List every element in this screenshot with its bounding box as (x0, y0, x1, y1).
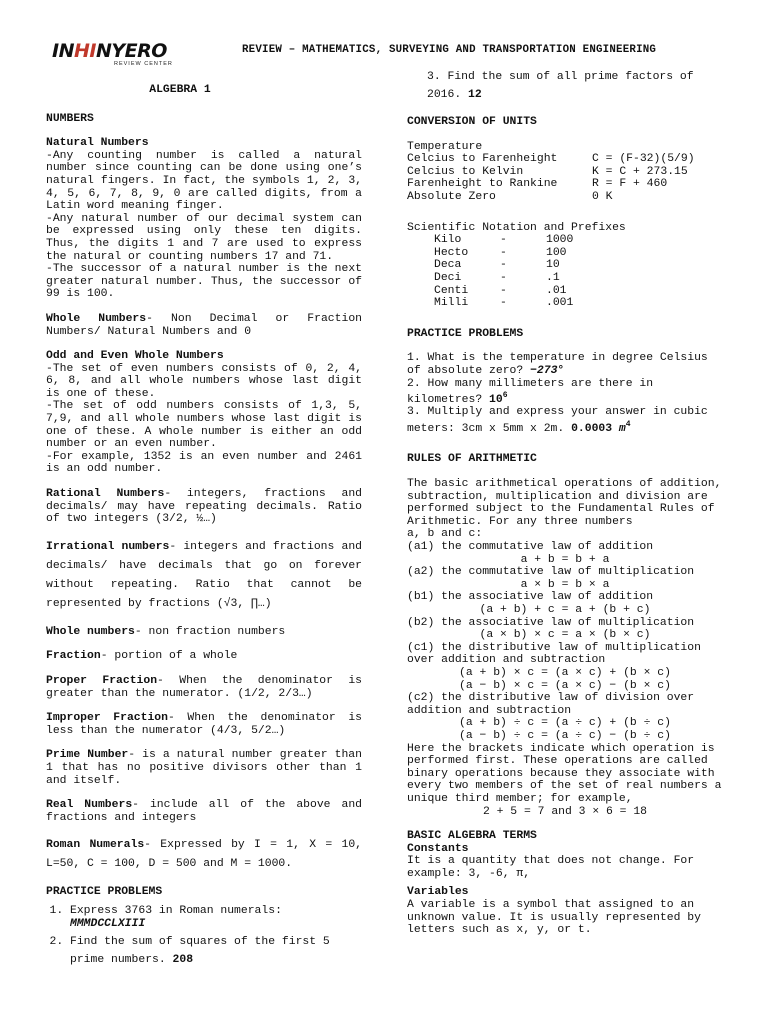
constants-heading: Constants (407, 842, 469, 855)
practice-answer-exponent: 4 (625, 420, 631, 430)
table-cell: - (500, 246, 507, 259)
list-item (70, 933, 362, 969)
improper-fraction-def (46, 712, 362, 737)
practice-question: 3. Find the sum of all prime factors of 2016. (427, 71, 694, 101)
rules-heading: RULES OF ARITHMETIC (407, 453, 537, 466)
right-column (407, 68, 723, 937)
table-cell: 10 (546, 259, 560, 272)
rule-formula: (a − b) ÷ c = (a ÷ c) − (b ÷ c) (459, 729, 671, 742)
irrational-text: - integers and fractions and decimals/ have decimals that go on forever without repeating. Ratio that cannot be represented by fractions (√3, ∏…) (46, 540, 362, 610)
logo-part-in: IN (52, 40, 74, 62)
rule-line: (a1) the commutative law of addition (407, 541, 654, 554)
rule-line: (c2) the distributive law of division over addition and subtraction (407, 692, 695, 717)
table-row (434, 272, 573, 285)
practice-question: 3. Multiply and express your answer in cubic meters: 3cm x 5mm x 2m. (407, 406, 708, 435)
rule-line: (a2) the commutative law of multiplication (407, 566, 695, 579)
roman-numerals-def (46, 836, 362, 874)
table-cell: Kilo (434, 234, 462, 247)
table-cell: Hecto (434, 246, 469, 259)
right-practice-heading: PRACTICE PROBLEMS (407, 327, 524, 340)
rule-formula: (a + b) × c = (a × c) + (b × c) (459, 666, 671, 679)
table-cell: 100 (546, 246, 567, 259)
rule-formula: (a − b) × c = (a × c) − (b × c) (459, 679, 671, 692)
logo-part-nyero: NYERO (95, 40, 167, 62)
rules-abc: a, b and c: (407, 528, 483, 541)
table-cell: R = F + 460 (592, 178, 668, 191)
practice-answer: 0.0003 (571, 422, 613, 435)
table-cell: - (500, 271, 507, 284)
table-cell: Centi (434, 284, 469, 297)
table-cell (592, 141, 695, 154)
rule-line: (c1) the distributive law of multiplication over addition and subtraction (407, 641, 701, 667)
whole-numbers-def (46, 313, 362, 338)
practice-answer: 10 (489, 393, 503, 406)
practice-problem-2 (407, 378, 723, 407)
practice-answer: 12 (468, 89, 482, 101)
irrational-label: Irrational numbers (46, 540, 170, 553)
logo-part-hi: HI (73, 40, 96, 62)
rules-example: 2 + 5 = 7 and 3 × 6 = 18 (482, 805, 648, 818)
whole-num-label: Whole numbers (46, 625, 135, 638)
practice-question: Express 3763 in Roman numerals: (70, 904, 282, 917)
logo-subtitle: REVIEW CENTER (114, 61, 173, 67)
page-header: REVIEW – MATHEMATICS, SURVEYING AND TRANSPORTATION ENGINEERING (242, 44, 657, 56)
numbers-heading: NUMBERS (46, 112, 94, 125)
table-row (434, 285, 573, 298)
left-column (46, 84, 363, 972)
table-row (407, 166, 695, 179)
table-cell: Absolute Zero (407, 190, 496, 203)
rational-text: - integers, fractions and decimals/ may have repeating decimals. Ratio of two integers (3/2, ½…) (46, 488, 363, 526)
proper-fraction-label: Proper Fraction (46, 675, 158, 687)
roman-numerals-text: - Expressed by I = 1, X = 10, L=50, C = 100, D = 500 and M = 1000. (46, 839, 362, 871)
table-cell: .001 (546, 297, 574, 310)
roman-numerals-label: Roman Numerals (46, 839, 145, 852)
prefix-table (434, 234, 573, 310)
practice-question: 2. How many millimeters are there in kilometres? (407, 377, 654, 406)
practice-problem-1 (407, 352, 723, 377)
rule-formula: a × b = b × a (520, 578, 610, 591)
irrational-def (46, 538, 362, 614)
real-numbers-text: - include all of the above and fractions and integers (46, 799, 362, 824)
table-cell: .1 (546, 271, 560, 284)
table-cell: 0 K (592, 190, 613, 203)
real-numbers-label: Real Numbers (46, 799, 133, 812)
odd-even-paragraph-3: -For example, 1352 is an even number and 2461 is an odd number. (46, 450, 362, 476)
table-cell: Celcius to Farenheight (407, 153, 558, 166)
table-row (407, 191, 695, 204)
whole-numbers-label: Whole Numbers (46, 312, 147, 325)
table-row (407, 141, 695, 154)
list-item (70, 905, 362, 930)
prime-number-text: - is a natural number greater than 1 that has no positive divisors other than 1 and itself. (46, 749, 362, 787)
natural-paragraph-3: -The successor of a natural number is the next greater natural number. Thus, the successor of 99 is 100. (46, 263, 362, 301)
rational-def (46, 488, 362, 526)
improper-fraction-label: Improper Fraction (46, 712, 168, 725)
table-cell: - (500, 234, 507, 247)
odd-even-paragraph-2: -The set of odd numbers consists of 1,3, 5, 7,9, and all whole numbers whose last digit is one of these. A whole number is either an odd number or an even number. (46, 400, 362, 451)
rule-line: (b1) the associative law of addition (407, 591, 654, 604)
brand-logo (52, 40, 182, 67)
fraction-def (46, 650, 362, 663)
table-cell: Milli (434, 297, 469, 310)
constants-text: It is a quantity that does not change. For example: 3, -6, π, (407, 855, 695, 880)
variables-text: A variable is a symbol that assigned to an unknown value. It is usually represented by letters such as x, y, or t. (407, 899, 701, 937)
practice-problem-3 (407, 406, 723, 435)
basic-terms-heading: BASIC ALGEBRA TERMS (407, 830, 537, 843)
practice-answer: MMMDCCLXIII (70, 917, 146, 930)
odd-even-heading: Odd and Even Whole Numbers (46, 350, 224, 363)
odd-even-paragraph-1: -The set of even numbers consists of 0, 2, 4, 6, 8, and all whole numbers whose last digit is one of these. (46, 362, 362, 400)
rules-intro: The basic arithmetical operations of addition, subtraction, multiplication and division are performed subject to the Fundamental Rules of Arithmetic. For any three numbers (407, 478, 722, 528)
table-cell: .01 (546, 284, 567, 297)
whole-numbers-text: - Non Decimal or Fraction Numbers/ Natural Numbers and 0 (46, 312, 362, 338)
scientific-notation-heading: Scientific Notation and Prefixes (407, 221, 626, 234)
whole-num-text: - non fraction numbers (134, 625, 286, 638)
table-row (407, 153, 695, 166)
practice-question: Find the sum of squares of the first 5 prime numbers. (70, 936, 330, 967)
table-cell: - (500, 284, 507, 297)
table-cell: Farenheight to Rankine (407, 178, 558, 191)
table-row (434, 259, 573, 272)
practice-answer-exponent: 6 (502, 391, 508, 401)
table-cell: - (500, 259, 507, 272)
proper-fraction-text: - When the denominator is greater than the numerator. (1/2, 2/3…) (46, 675, 362, 700)
natural-heading: Natural Numbers (46, 137, 149, 150)
table-row (407, 178, 695, 191)
left-practice-list (46, 905, 362, 969)
rules-outro: Here the brackets indicate which operation is performed first. These operations are called binary operations because they associate with every two members of the set of real numbers a unique third member; for example, (407, 742, 722, 805)
temperature-table (407, 141, 695, 204)
table-cell: K = C + 273.15 (592, 165, 688, 178)
rational-label: Rational Numbers (46, 488, 165, 501)
practice-question: 1. What is the temperature in degree Celsius of absolute zero? (407, 352, 708, 377)
table-cell: 1000 (546, 234, 574, 247)
table-cell: Temperature (407, 140, 483, 153)
proper-fraction-def (46, 675, 362, 700)
prime-number-label: Prime Number (46, 749, 129, 762)
practice-answer: 208 (172, 954, 194, 967)
table-cell: Celcius to Kelvin (407, 165, 524, 178)
variables-heading: Variables (407, 886, 469, 899)
table-cell: C = (F-32)(5/9) (592, 153, 695, 166)
table-cell: Deci (434, 271, 462, 284)
whole-num-def (46, 626, 362, 639)
rule-formula: (a + b) ÷ c = (a ÷ c) + (b ÷ c) (459, 717, 671, 730)
table-row (434, 247, 573, 260)
table-row (434, 297, 573, 310)
table-cell: - (500, 297, 507, 310)
rules-list (407, 541, 723, 743)
table-cell: Deca (434, 259, 462, 272)
right-practice-item-3 (407, 68, 723, 104)
prime-number-def (46, 749, 362, 787)
fraction-text: - portion of a whole (100, 650, 238, 663)
practice-answer-unit: m (618, 422, 626, 435)
natural-paragraph-1: -Any counting number is called a natural number since counting can be done using one’s natural fingers. In fact, the symbols 1, 2, 3, 4, 5, 6, 7, 8, 9, 0 are called digits, from a Latin word meaning finger. (46, 149, 362, 213)
left-practice-heading: PRACTICE PROBLEMS (46, 886, 163, 899)
rule-formula: (a × b) × c = a × (b × c) (479, 629, 651, 642)
natural-paragraph-2: -Any natural number of our decimal system can be expressed using only these ten digits. Thus, the digits 1 and 7 are used to express the natural or counting numbers 17 and 71. (46, 212, 362, 263)
rule-formula: (a + b) + c = a + (b + c) (479, 604, 651, 616)
fraction-label: Fraction (46, 650, 101, 663)
real-numbers-def (46, 799, 362, 824)
practice-answer: −273° (530, 364, 565, 377)
improper-fraction-text: - When the denominator is less than the numerator (4/3, 5/2…) (46, 712, 362, 737)
table-row (434, 234, 573, 247)
page-title: ALGEBRA 1 (149, 84, 211, 96)
rule-formula: a + b = b + a (520, 553, 610, 566)
rule-line: (b2) the associative law of multiplication (407, 616, 695, 629)
conversion-heading: CONVERSION OF UNITS (407, 116, 537, 128)
